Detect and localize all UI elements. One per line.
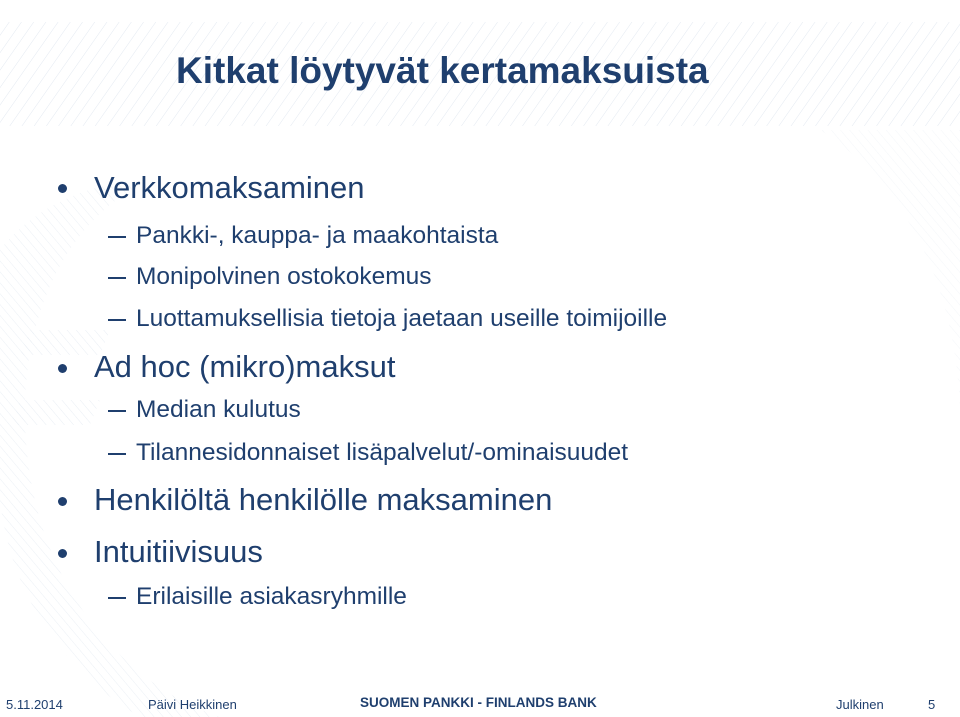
slide-footer: [0, 692, 960, 717]
footer-bank-name: SUOMEN PANKKI - FINLANDS BANK: [360, 695, 597, 710]
footer-classification: Julkinen: [836, 697, 884, 712]
bullet-level2: Pankki-, kauppa- ja maakohtaista: [136, 222, 499, 249]
footer-date: 5.11.2014: [6, 697, 63, 712]
footer-page-number: 5: [928, 697, 936, 712]
bullet-level2: Median kulutus: [136, 396, 301, 423]
bullet-dash-icon: [108, 410, 126, 412]
bullet-level1: Intuitiivisuus: [94, 534, 263, 569]
bullet-dot-icon: [58, 549, 67, 558]
bullet-level2: Luottamuksellisia tietoja jaetaan useille toimijoille: [136, 305, 668, 332]
bullet-level1: Ad hoc (mikro)maksut: [94, 349, 396, 384]
footer-author: Päivi Heikkinen: [148, 697, 237, 712]
bullet-dash-icon: [108, 319, 126, 321]
bullet-dash-icon: [108, 277, 126, 279]
bullet-dot-icon: [58, 497, 67, 506]
bullet-level1: Verkkomaksaminen: [94, 170, 365, 205]
bullet-dash-icon: [108, 597, 126, 599]
bullet-level1: Henkilöltä henkilölle maksaminen: [94, 482, 553, 517]
bullet-level2: Monipolvinen ostokokemus: [136, 263, 432, 290]
bullet-dot-icon: [58, 364, 67, 373]
bullet-level2: Tilannesidonnaiset lisäpalvelut/-ominaisuudet: [136, 439, 629, 466]
bullet-dash-icon: [108, 453, 126, 455]
bullet-dash-icon: [108, 236, 126, 238]
slide-title: Kitkat löytyvät kertamaksuista: [176, 50, 709, 91]
bullet-level2: Erilaisille asiakasryhmille: [136, 583, 407, 610]
bullet-dot-icon: [58, 184, 67, 193]
